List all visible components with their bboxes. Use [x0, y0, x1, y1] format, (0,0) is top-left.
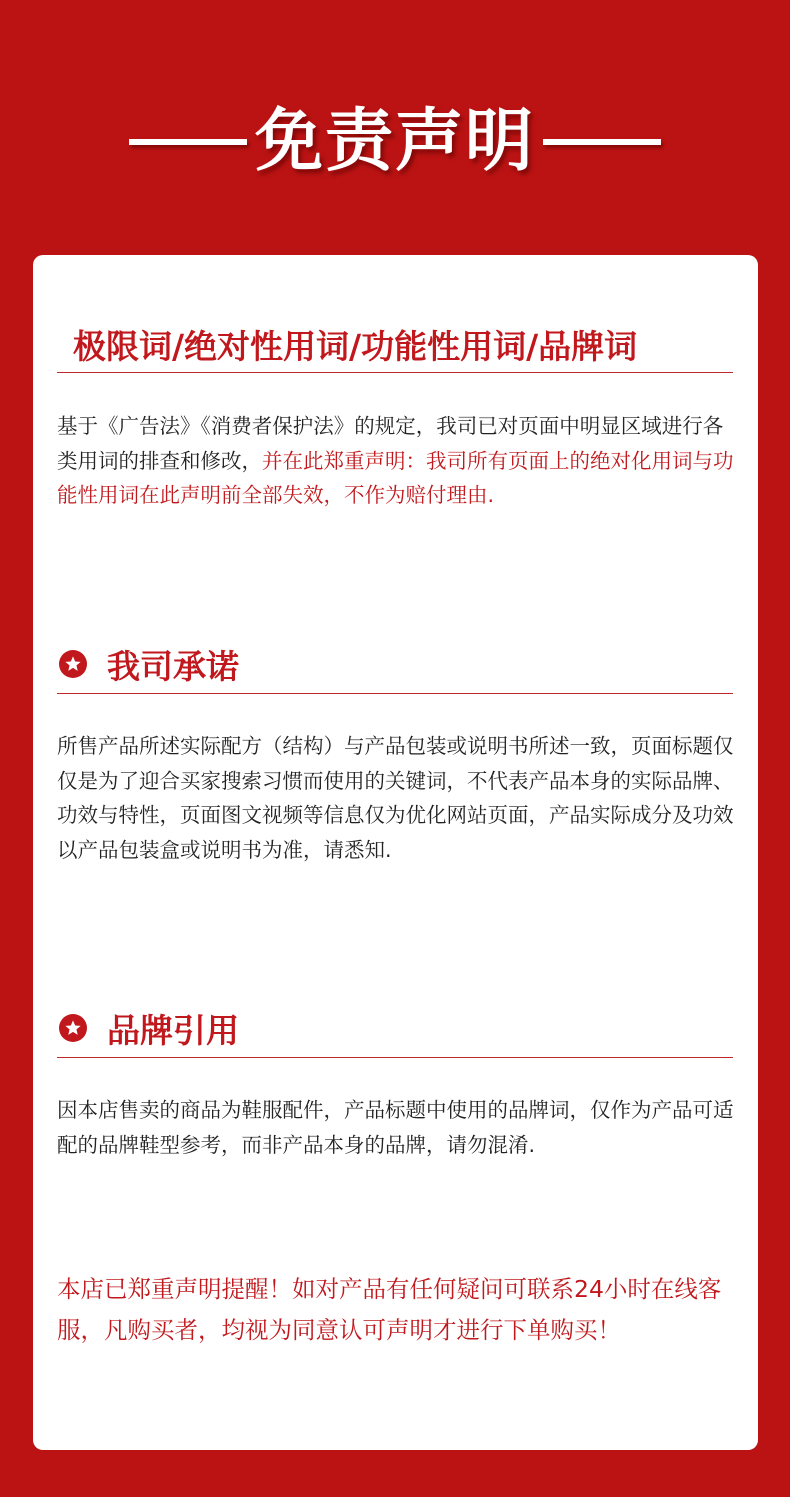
- section-heading-promise: 我司承诺: [107, 646, 239, 686]
- section-header-brand: [57, 999, 733, 1058]
- section-header-promise: [57, 635, 733, 694]
- title-dash-right: [543, 139, 661, 145]
- star-icon: [59, 650, 87, 678]
- star-icon: [59, 1014, 87, 1042]
- section-body-brand: 因本店售卖的商品为鞋服配件，产品标题中使用的品牌词，仅作为产品可适配的品牌鞋型参考，而非产品本身的品牌，请勿混淆.: [57, 1098, 734, 1157]
- title-dash-left: [129, 139, 247, 145]
- section-header-terms: [57, 317, 733, 373]
- page-title: 免责声明: [254, 102, 535, 181]
- banner-title: [0, 92, 790, 192]
- terms-body-normal: 基于《广告法》《消费者保护法》的规定，我司已对页面中明显区域进行各类用词的排查和修改，: [57, 414, 724, 473]
- section-heading-terms: 极限词/绝对性用词/功能性用词/品牌词: [73, 327, 638, 366]
- purchase-notice: 本店已郑重声明提醒！如对产品有任何疑问可联系24小时在线客服，凡购买者，均视为同意认可声明才进行下单购买！: [57, 1275, 722, 1344]
- section-body-terms: [57, 409, 737, 513]
- disclaimer-card: [33, 255, 758, 1450]
- section-heading-brand: 品牌引用: [107, 1010, 239, 1050]
- section-body-promise: 所售产品所述实际配方（结构）与产品包装或说明书所述一致，页面标题仅仅是为了迎合买家搜索习惯而使用的关键词，不代表产品本身的实际品牌、功效与特性，页面图文视频等信息仅为优化网站页面，产品实际成分及功效以产品包装盒或说明书为准，请悉知.: [57, 734, 734, 862]
- terms-body-highlight: 并在此郑重声明：我司所有页面上的绝对化用词与功能性用词在此声明前全部失效，不作为赔付理由.: [57, 448, 734, 507]
